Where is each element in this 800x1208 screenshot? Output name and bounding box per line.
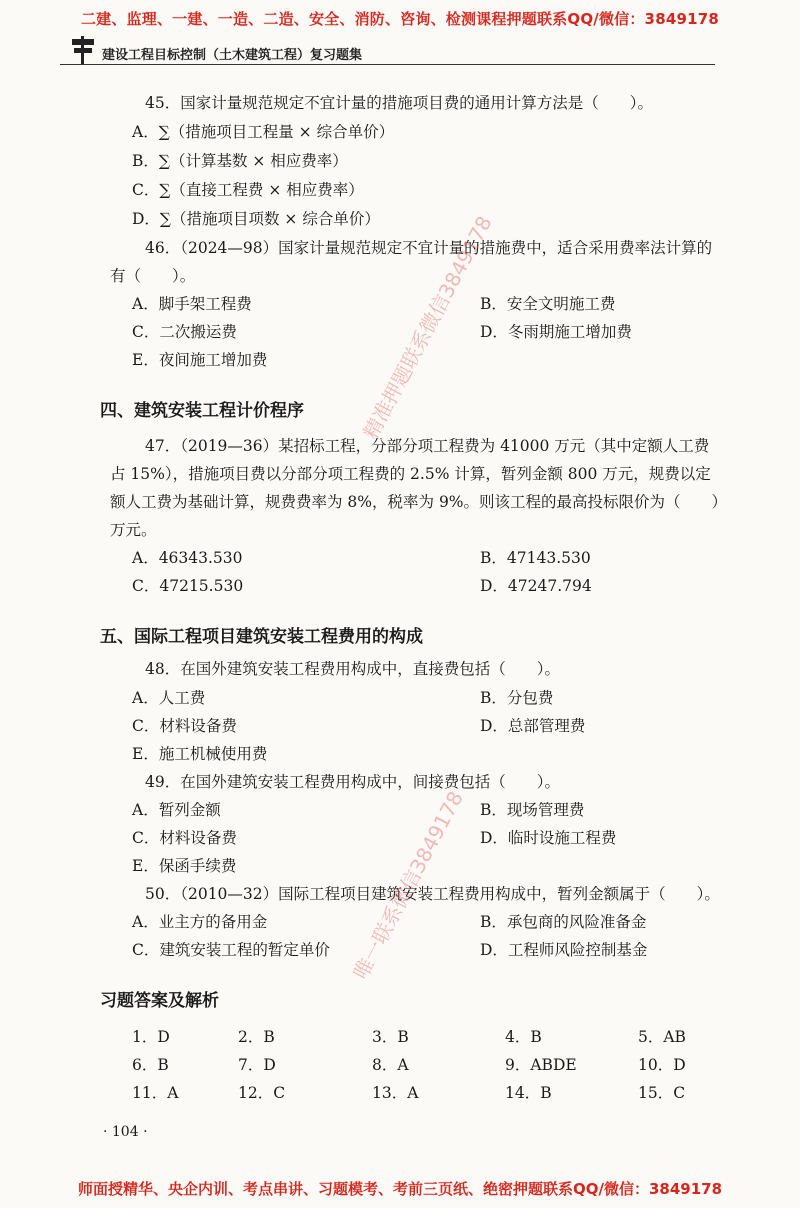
question-49-option-c: C．材料设备费 (132, 829, 237, 847)
question-47-option-c: C．47215.530 (132, 577, 244, 595)
question-46-option-d: D．冬雨期施工增加费 (480, 323, 632, 341)
page-header (60, 34, 720, 68)
header-divider (60, 64, 715, 65)
question-48-option-e: E．施工机械使用费 (132, 745, 268, 763)
answer-4: 4．B (505, 1028, 542, 1046)
question-50-option-d: D．工程师风险控制基金 (480, 941, 648, 959)
question-47-line4: 万元。 (110, 521, 157, 539)
answer-10: 10．D (638, 1056, 686, 1074)
answer-3: 3．B (372, 1028, 409, 1046)
question-47-line1: 47．（2019—36）某招标工程，分部分项工程费为 41000 万元（其中定额人工费 (145, 437, 710, 455)
question-45-option-c: C．∑（直接工程费 × 相应费率） (132, 181, 364, 199)
question-50-option-a: A．业主方的备用金 (132, 913, 268, 931)
question-47-option-d: D．47247.794 (480, 577, 592, 595)
question-47-option-b: B．47143.530 (480, 549, 591, 567)
question-45-option-b: B．∑（计算基数 × 相应费率） (132, 152, 348, 170)
bottom-ad-banner: 师面授精华、央企内训、考点串讲、习题模考、考前三页纸、绝密押题联系QQ/微信：3849178 (77, 1180, 723, 1198)
answer-7: 7．D (238, 1056, 276, 1074)
question-45-stem: 45．国家计量规范规定不宜计量的措施项目费的通用计算方法是（ ）。 (145, 94, 653, 112)
page-number: · 104 · (103, 1124, 148, 1140)
question-50-option-c: C．建筑安装工程的暂定单价 (132, 941, 330, 959)
question-46-option-c: C．二次搬运费 (132, 323, 237, 341)
question-49-option-d: D．临时设施工程费 (480, 829, 617, 847)
answer-9: 9．ABDE (505, 1056, 577, 1074)
question-48-option-d: D．总部管理费 (480, 717, 586, 735)
top-ad-banner: 二建、监理、一建、一造、二造、安全、消防、咨询、检测课程押题联系QQ/微信：3849178 (80, 10, 720, 28)
answer-11: 11．A (132, 1084, 179, 1102)
question-47-line2: 占 15%），措施项目费以分部分项工程费的 2.5% 计算，暂列金额 800 万元，规费以定 (110, 465, 711, 483)
answer-13: 13．A (372, 1084, 419, 1102)
watermark-lower: 唯一联系微信3849178 (348, 787, 468, 984)
header-title: 建设工程目标控制（土木建筑工程）复习题集 (102, 48, 363, 63)
question-46-option-b: B．安全文明施工费 (480, 295, 616, 313)
question-47-line3: 额人工费为基础计算，规费费率为 8%，税率为 9%。则该工程的最高投标限价为（ ） (110, 493, 728, 511)
answer-5: 5．AB (638, 1028, 686, 1046)
answers-heading: 习题答案及解析 (100, 991, 219, 1011)
question-45-option-d: D．∑（措施项目项数 × 综合单价） (132, 210, 380, 228)
question-45-option-a: A．∑（措施项目工程量 × 综合单价） (132, 123, 395, 141)
question-46-option-e: E．夜间施工增加费 (132, 351, 268, 369)
signpost-icon (70, 34, 96, 64)
watermark-upper: 精准押题联系微信3849178 (358, 211, 497, 444)
question-50-stem: 50．（2010—32）国际工程项目建筑安装工程费用构成中，暂列金额属于（ ）。 (145, 885, 720, 903)
question-48-option-c: C．材料设备费 (132, 717, 237, 735)
answer-12: 12．C (238, 1084, 286, 1102)
question-49-option-b: B．现场管理费 (480, 801, 585, 819)
section-heading-5: 五、国际工程项目建筑安装工程费用的构成 (100, 627, 423, 647)
section-heading-4: 四、建筑安装工程计价程序 (100, 401, 304, 421)
question-46-option-a: A．脚手架工程费 (132, 295, 252, 313)
answer-1: 1．D (132, 1028, 170, 1046)
answer-14: 14．B (505, 1084, 552, 1102)
question-47-option-a: A．46343.530 (132, 549, 243, 567)
answer-6: 6．B (132, 1056, 169, 1074)
question-46-stem-line2: 有（ ）。 (110, 267, 196, 285)
question-50-option-b: B．承包商的风险准备金 (480, 913, 647, 931)
question-48-stem: 48．在国外建筑安装工程费用构成中，直接费包括（ ）。 (145, 660, 560, 678)
question-49-stem: 49．在国外建筑安装工程费用构成中，间接费包括（ ）。 (145, 773, 560, 791)
question-49-option-a: A．暂列金额 (132, 801, 221, 819)
question-49-option-e: E．保函手续费 (132, 857, 237, 875)
question-48-option-b: B．分包费 (480, 689, 554, 707)
answer-15: 15．C (638, 1084, 686, 1102)
answer-8: 8．A (372, 1056, 409, 1074)
answer-2: 2．B (238, 1028, 275, 1046)
question-46-stem-line1: 46．（2024—98）国家计量规范规定不宜计量的措施费中，适合采用费率法计算的 (145, 239, 713, 257)
question-48-option-a: A．人工费 (132, 689, 206, 707)
